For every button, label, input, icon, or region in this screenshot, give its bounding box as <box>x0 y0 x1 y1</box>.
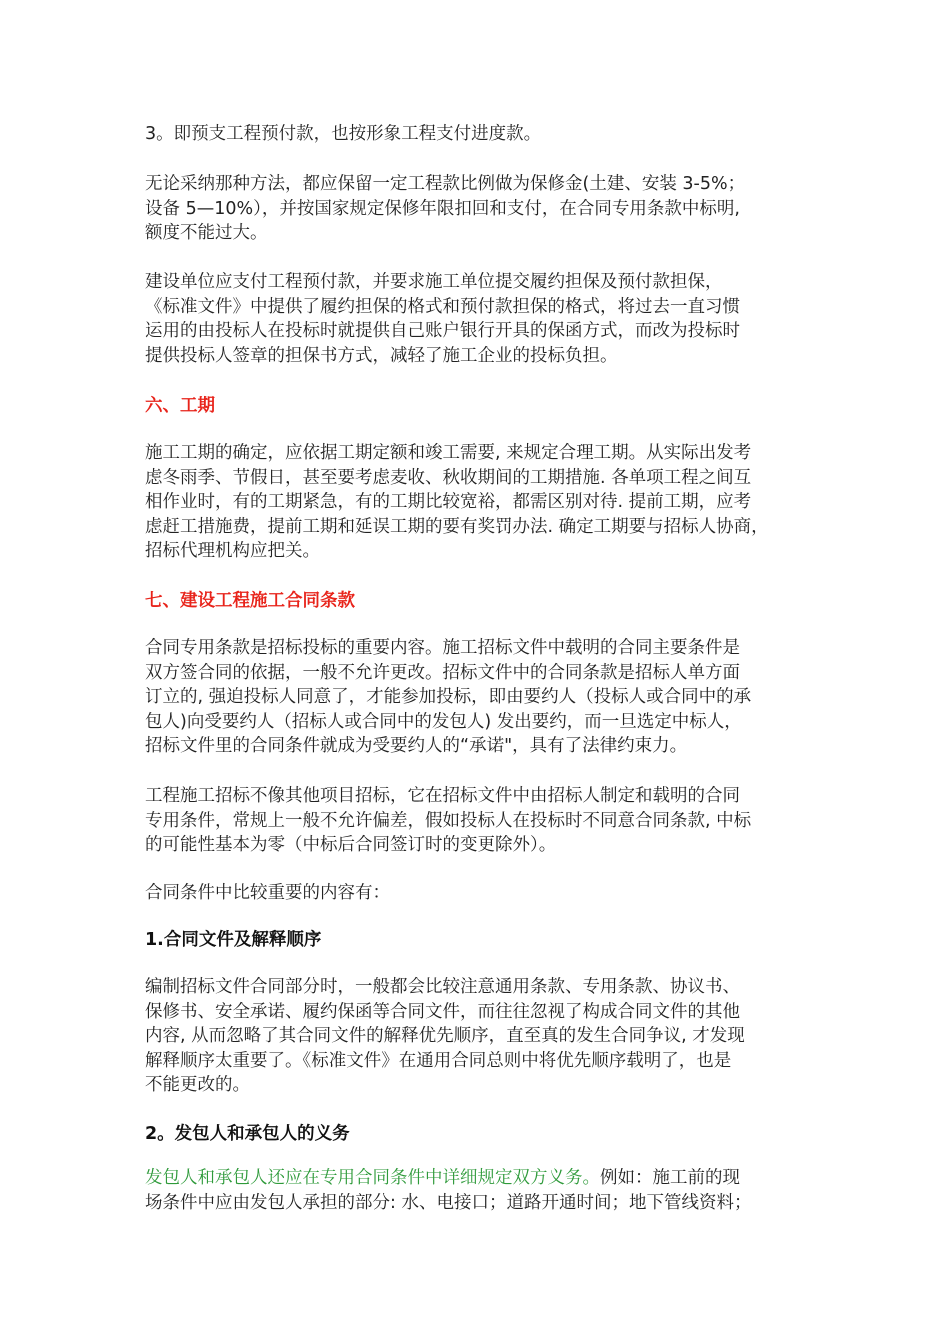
text-line: 设备 5—10%），并按国家规定保修年限扣回和支付，在合同专用条款中标明, <box>145 198 740 219</box>
text-line: 招标文件里的合同条件就成为受要约人的“承诺"，具有了法律约束力。 <box>145 736 688 756</box>
text-line: 的可能性基本为零（中标后合同签订时的变更除外）。 <box>145 835 557 855</box>
paragraph-schedule <box>145 441 825 564</box>
text-line: 订立的, 强迫投标人同意了，才能参加投标，即由要约人（投标人或合同中的承 <box>145 687 752 707</box>
paragraph-contract-terms <box>145 636 825 759</box>
paragraph-obligations <box>145 1166 825 1215</box>
text-line: 招标代理机构应把关。 <box>145 541 320 561</box>
text-line: 编制招标文件合同部分时，一般都会比较注意通用条款、专用条款、协议书、 <box>145 977 740 997</box>
text-line: 施工工期的确定，应依据工期定额和竣工需要, 来规定合理工期。从实际出发考 <box>145 443 752 463</box>
text-line: 《标准文件》中提供了履约担保的格式和预付款担保的格式，将过去一直习惯 <box>145 296 740 317</box>
text-line: 解释顺序太重要了。《标准文件》在通用合同总则中将优先顺序载明了，也是 <box>145 1050 732 1071</box>
text-line: 提供投标人签章的担保书方式，减轻了施工企业的投标负担。 <box>145 345 618 366</box>
text-line: 虑冬雨季、节假日，甚至要考虑麦收、秋收期间的工期措施. 各单项工程之间互 <box>145 467 752 488</box>
text-line: 包人)向受要约人（招标人或合同中的发包人) 发出要约，而一旦选定中标人， <box>145 711 742 732</box>
heading-item-1: 1.合同文件及解释顺序 <box>145 930 322 950</box>
text-span: 例如：施工前的现 <box>600 1168 740 1188</box>
paragraph-tender-deviation <box>145 784 825 858</box>
text-line: 建设单位应支付工程预付款，并要求施工单位提交履约担保及预付款担保， <box>145 272 723 292</box>
text-line: 场条件中应由发包人承担的部分: 水、电接口；道路开通时间；地下管线资料； <box>145 1192 752 1213</box>
highlighted-text: 发包人和承包人还应在专用合同条件中详细规定双方义务。 <box>145 1168 600 1188</box>
paragraph-important-items: 合同条件中比较重要的内容有： <box>145 883 390 903</box>
text-line: 双方签合同的依据，一般不允许更改。招标文件中的合同条款是招标人单方面 <box>145 662 740 683</box>
text-line: 虑赶工措施费，提前工期和延误工期的要有奖罚办法. 确定工期要与招标人协商， <box>145 516 769 537</box>
paragraph-advance-payment: 3。即预支工程预付款，也按形象工程支付进度款。 <box>145 124 542 144</box>
text-line: 专用条件，常规上一般不允许偏差，假如投标人在投标时不同意合同条款, 中标 <box>145 810 752 831</box>
text-line: 保修书、安全承诺、履约保函等合同文件，而往往忽视了构成合同文件的其他 <box>145 1001 740 1022</box>
text-line: 无论采纳那种方法，都应保留一定工程款比例做为保修金(土建、安装 3-5%； <box>145 174 746 194</box>
heading-section-6: 六、工期 <box>145 396 215 416</box>
text-line: 相作业时，有的工期紧急，有的工期比较宽裕，都需区别对待. 提前工期，应考 <box>145 492 752 512</box>
text-line: 合同专用条款是招标投标的重要内容。施工招标文件中载明的合同主要条件是 <box>145 638 740 658</box>
text-line: 不能更改的。 <box>145 1075 250 1095</box>
paragraph-interpretation-order <box>145 975 825 1098</box>
heading-section-7: 七、建设工程施工合同条款 <box>145 591 355 611</box>
text-line: 内容, 从而忽略了其合同文件的解释优先顺序，直至真的发生合同争议, 才发现 <box>145 1026 745 1046</box>
heading-item-2: 2。发包人和承包人的义务 <box>145 1124 350 1144</box>
text-line <box>145 1166 825 1191</box>
paragraph-retention <box>145 172 825 246</box>
text-line: 额度不能过大。 <box>145 223 268 243</box>
paragraph-guarantee <box>145 270 825 368</box>
text-line: 工程施工招标不像其他项目招标，它在招标文件中由招标人制定和载明的合同 <box>145 786 740 806</box>
text-line: 运用的由投标人在投标时就提供自己账户银行开具的保函方式，而改为投标时 <box>145 321 740 341</box>
